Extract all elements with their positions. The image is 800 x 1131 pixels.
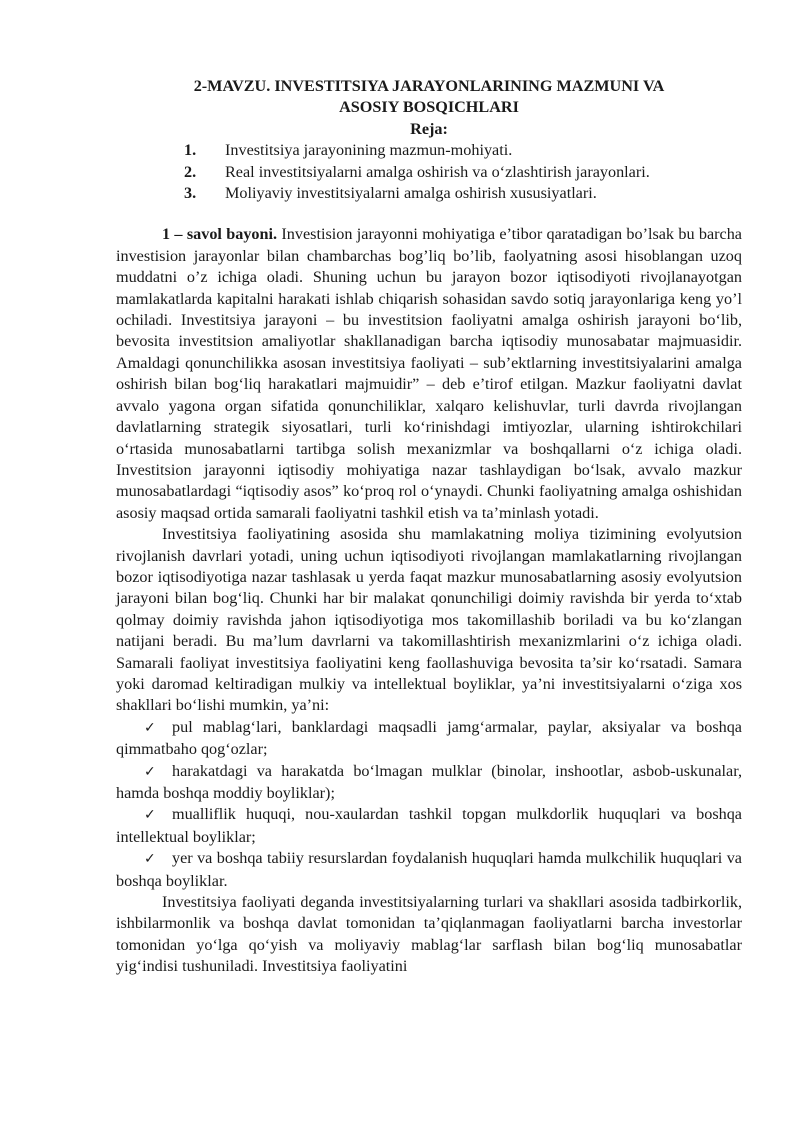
plan-item-text: Investitsiya jarayonining mazmun-mohiyati. <box>225 141 513 160</box>
section1-paragraph <box>116 224 742 524</box>
plan-heading: Reja: <box>410 119 448 138</box>
section1-lead: 1 – savol bayoni. <box>162 225 278 244</box>
check-item-text: mualliflik huquqi, nou-xaulardan tashkil topgan mulkdorlik huquqlari va boshqa intellektual boyliklar; <box>116 805 742 846</box>
checkmark-icon: ✓ <box>144 719 156 736</box>
document-page <box>116 76 742 978</box>
check-item-text: pul mablag‘lari, banklardagi maqsadli jamg‘armalar, paylar, aksiyalar va boshqa qimmatbaho qog‘ozlar; <box>116 717 742 759</box>
plan-item <box>184 162 742 183</box>
plan-item <box>184 183 742 204</box>
plan-item-number: 1. <box>184 141 197 160</box>
check-item-text: yer va boshqa tabiiy resurslardan foydalanish huquqlari hamda mulkchilik huquqlari va boshqa boyliklar. <box>116 849 742 890</box>
plan-item-text: Real investitsiyalarni amalga oshirish va o‘zlashtirish jarayonlari. <box>225 162 650 181</box>
plan-item-number: 2. <box>184 162 197 181</box>
plan-item-text: Moliyaviy investitsiyalarni amalga oshirish xususiyatlari. <box>225 184 597 203</box>
title-line-2: ASOSIY BOSQICHLARI <box>339 98 519 117</box>
section1-text: Investision jarayonni mohiyatiga e’tibor qaratadigan bo’lsak bu barcha investision jarayonlar bilan chambarchas bog’liq bo’lib, faolyatning asosi hisoblangan uzoq muddatni o’z ichiga oladi. Shuning uchun bu jarayon bozor iqtisodiyoti rivojlanayotgan mamlakatlarda kapitalni harakati ishlab chiqarish sohasidan savdo sotiq jarayonlariga keng yo’l ochiladi. Investitsiya jarayoni – bu investitsion faoliyatni amalga oshirish jarayoni bo‘lib, bevosita investitsion amaliyotlar shakllanadigan barcha iqtisodiy munosabatar majmuasidir. Amaldagi qonunchilikka asosan investitsiya faoliyati – sub’ektlarning investitsiyalarini amalga oshirish bilan bog‘liq harakatlari majmuidir” – deb e’tirof etilgan. Mazkur faoliyatni davlat avvalo yagona organ sifatida qonunchiliklar, xalqaro kelishuvlar, turli davrda rivojlangan davlatlarning strategik siyosatlari, turli ko‘rinishdagi imtiyozlar, ularning ishtirokchilari o‘rtasida munosabatlarni tartibga solish mexanizmlar va boshqallarni o‘z ichiga oladi. Investitsion jarayonni iqtisodiy mohiyatiga nazar tashlaydigan bo‘lsak, avvalo mazkur munosabatlardagi “iqtisodiy asos” ko‘proq rol o‘ynaydi. Chunki faoliyatning amalga oshishidan asosiy maqsad ortida samarali faoliyatni tashkil etish va ta’minlash yotadi. <box>116 225 742 522</box>
check-list-item <box>116 717 742 761</box>
document-title <box>116 76 742 119</box>
plan-item-number: 3. <box>184 184 197 203</box>
checkmark-icon: ✓ <box>144 763 156 780</box>
spacer <box>116 204 742 224</box>
title-line-1: 2-MAVZU. INVESTITSIYA JARAYONLARINING MAZMUNI VA <box>193 77 665 95</box>
checkmark-icon: ✓ <box>144 851 156 868</box>
paragraph-3: Investitsiya faoliyati deganda investitsiyalarning turlari va shakllari asosida tadbirkorlik, ishbilarmonlik va boshqa davlat tomonidan ta’qiqlanmagan faoliyatlarni barcha investorlar tomonidan yo‘lga qo‘yish va moliyaviy mablag‘lar sarflash bilan bog‘liq munosabatlar yig‘indisi tushuniladi. Investitsiya faoliyatini <box>116 893 742 976</box>
check-list-item <box>116 848 742 892</box>
checkmark-icon: ✓ <box>144 807 156 824</box>
check-list-item <box>116 761 742 805</box>
check-item-text: harakatdagi va harakatda bo‘lmagan mulklar (binolar, inshootlar, asbob-uskunalar, hamda boshqa moddiy boyliklar); <box>116 761 742 802</box>
paragraph-2: Investitsiya faoliyatining asosida shu mamlakatning moliya tizimining evolyutsion rivojlanish davrlari yotadi, uning uchun iqtisodiyoti rivojlangan mamlakatlarning rivojlangan bozor iqtisodiyotiga nazar tashlasak u yerda faqat mazkur munosabatlarning asosiy evolyutsion jarayoni bilan bog‘liq. Chunki har bir malakat qonunchiligi doimiy ravishda bir yerda to‘xtab qolmay doimiy ravishda jahon iqtisodiyotiga mos takomillashib boriladi va bu ko‘zlangan natijani beradi. Bu ma’lum davrlarni va takomillashtirish mexanizmlarini o‘z ichiga oladi. Samarali faoliyat investitsiya faoliyatini keng faollashuviga bevosita ta’sir ko‘rsatadi. Samara yoki daromad keltiradigan mulkiy va intellektual boyliklar, ya’ni investitsiyalarni o‘ziga xos shakllari bo‘lishi mumkin, ya’ni: <box>116 525 742 715</box>
check-list-item <box>116 804 742 848</box>
plan-item <box>184 140 742 161</box>
plan-list <box>116 140 742 204</box>
